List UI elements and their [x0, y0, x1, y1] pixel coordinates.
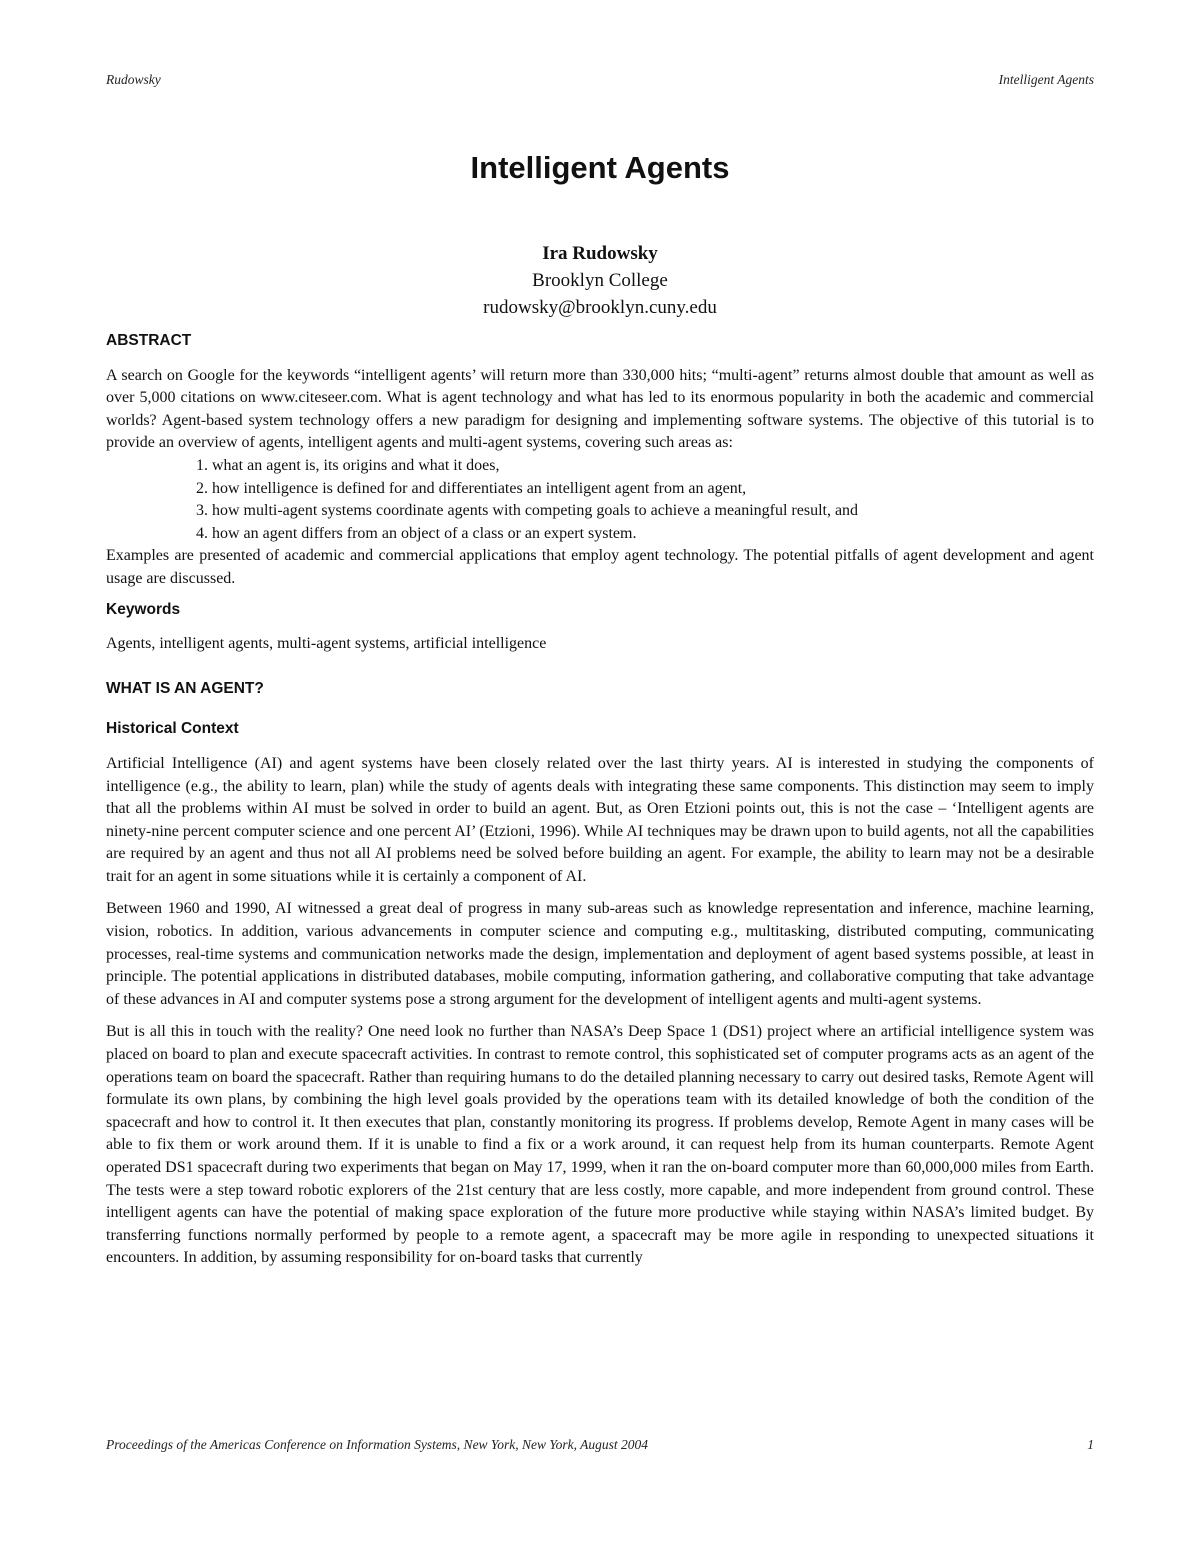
keywords-heading: Keywords	[106, 600, 181, 618]
abstract-list-item: 2. how intelligence is defined for and differentiates an intelligent agent from an agent,	[196, 479, 747, 497]
abstract-closing: Examples are presented of academic and commercial applications that employ agent technology. The potential pitfalls of agent development and agent usage are discussed.	[106, 547, 1094, 587]
body-paragraph: But is all this in touch with the reality? One need look no further than NASA’s Deep Space 1 (DS1) project where an artificial intelligence system was placed on board to plan and execute spacecraft activities. In contrast to remote control, this sophisticated set of computer programs acts as an agent of the operations team on board the spacecraft. Rather than requiring humans to do the detailed planning necessary to carry out desired tasks, Remote Agent will formulate its own plans, by combining the high level goals provided by the operations team with its detailed knowledge of both the condition of the spacecraft and how to control it. It then executes that plan, constantly monitoring its progress. If problems develop, Remote Agent in many cases will be able to fix them or work around them. If it is unable to find a fix or a work around, it can request help from its human counterparts. Remote Agent operated DS1 spacecraft during two experiments that began on May 17, 1999, when it ran the on-board computer more than 60,000,000 miles from Earth. The tests were a step toward robotic explorers of the 21st century that are less costly, more capable, and more independent from ground control. These intelligent agents can have the potential of making space exploration of the future more productive while staying within NASA’s limited budget. By transferring functions normally performed by people to a remote agent, a spacecraft may be more agile in responding to unexpected situations it encounters. In addition, by assuming responsibility for on-board tasks that currently	[106, 1023, 1094, 1267]
author-name: Ira Rudowsky	[542, 243, 658, 264]
body-paragraph: Between 1960 and 1990, AI witnessed a great deal of progress in many sub-areas such as knowledge representation and inference, machine learning, vision, robotics. In addition, various advancements in computer science and computing e.g., multitasking, distributed computing, communicating processes, real-time systems and communication networks made the design, implementation and deployment of agent based systems possible, at least in principle. The potential applications in distributed databases, mobile computing, information gathering, and collaborative computing that take advantage of these advances in AI and computer systems pose a strong argument for the development of intelligent agents and multi-agent systems.	[106, 900, 1094, 1008]
author-email: rudowsky@brooklyn.cuny.edu	[483, 297, 717, 318]
running-head-title: Intelligent Agents	[998, 72, 1094, 87]
keywords-text: Agents, intelligent agents, multi-agent systems, artificial intelligence	[106, 635, 547, 653]
body-paragraph: Artificial Intelligence (AI) and agent systems have been closely related over the last thirty years. AI is interested in studying the components of intelligence (e.g., the ability to learn, plan) while the study of agents deals with integrating these same components. This distinction may seem to imply that all the problems within AI must be solved in order to build an agent. But, as Oren Etzioni points out, this is not the case – ‘Intelligent agents are ninety-nine percent computer science and one percent AI’ (Etzioni, 1996). While AI techniques may be drawn upon to build agents, not all the capabilities are required by an agent and thus not all AI problems need be solved before building an agent. For example, the ability to learn may not be a desirable trait for an agent in some situations while it is certainly a component of AI.	[106, 754, 1094, 885]
page-number: 1	[1087, 1437, 1094, 1452]
page-footer	[106, 1437, 1094, 1457]
paper-body	[106, 330, 1094, 1280]
footer-proceedings: Proceedings of the Americas Conference on Information Systems, New York, New York, August 2004	[106, 1437, 648, 1452]
abstract-intro: A search on Google for the keywords “intelligent agents’ will return more than 330,000 hits; “multi-agent” returns almost double that amount as well as over 5,000 citations on www.citeseer.com. What is agent technology and what has led to its enormous popularity in both the academic and commercial worlds? Agent-based system technology offers a new paradigm for designing and implementing software systems. The objective of this tutorial is to provide an overview of agents, intelligent agents and multi-agent systems, covering such areas as:	[106, 366, 1094, 452]
section-heading: WHAT IS AN AGENT?	[106, 679, 264, 697]
abstract-list-item: 4. how an agent differs from an object of a class or an expert system.	[196, 524, 637, 542]
abstract-list-item: 1. what an agent is, its origins and what it does,	[196, 456, 500, 474]
abstract-list	[106, 455, 1094, 545]
abstract-heading: ABSTRACT	[106, 332, 192, 349]
running-head	[106, 72, 1094, 92]
author-affiliation: Brooklyn College	[532, 270, 668, 291]
subsection-heading: Historical Context	[106, 720, 239, 738]
running-head-author: Rudowsky	[106, 72, 161, 87]
abstract-list-item: 3. how multi-agent systems coordinate agents with competing goals to achieve a meaningful result, and	[196, 502, 859, 520]
paper-title: Intelligent Agents	[470, 150, 730, 185]
author-block	[0, 240, 1200, 321]
